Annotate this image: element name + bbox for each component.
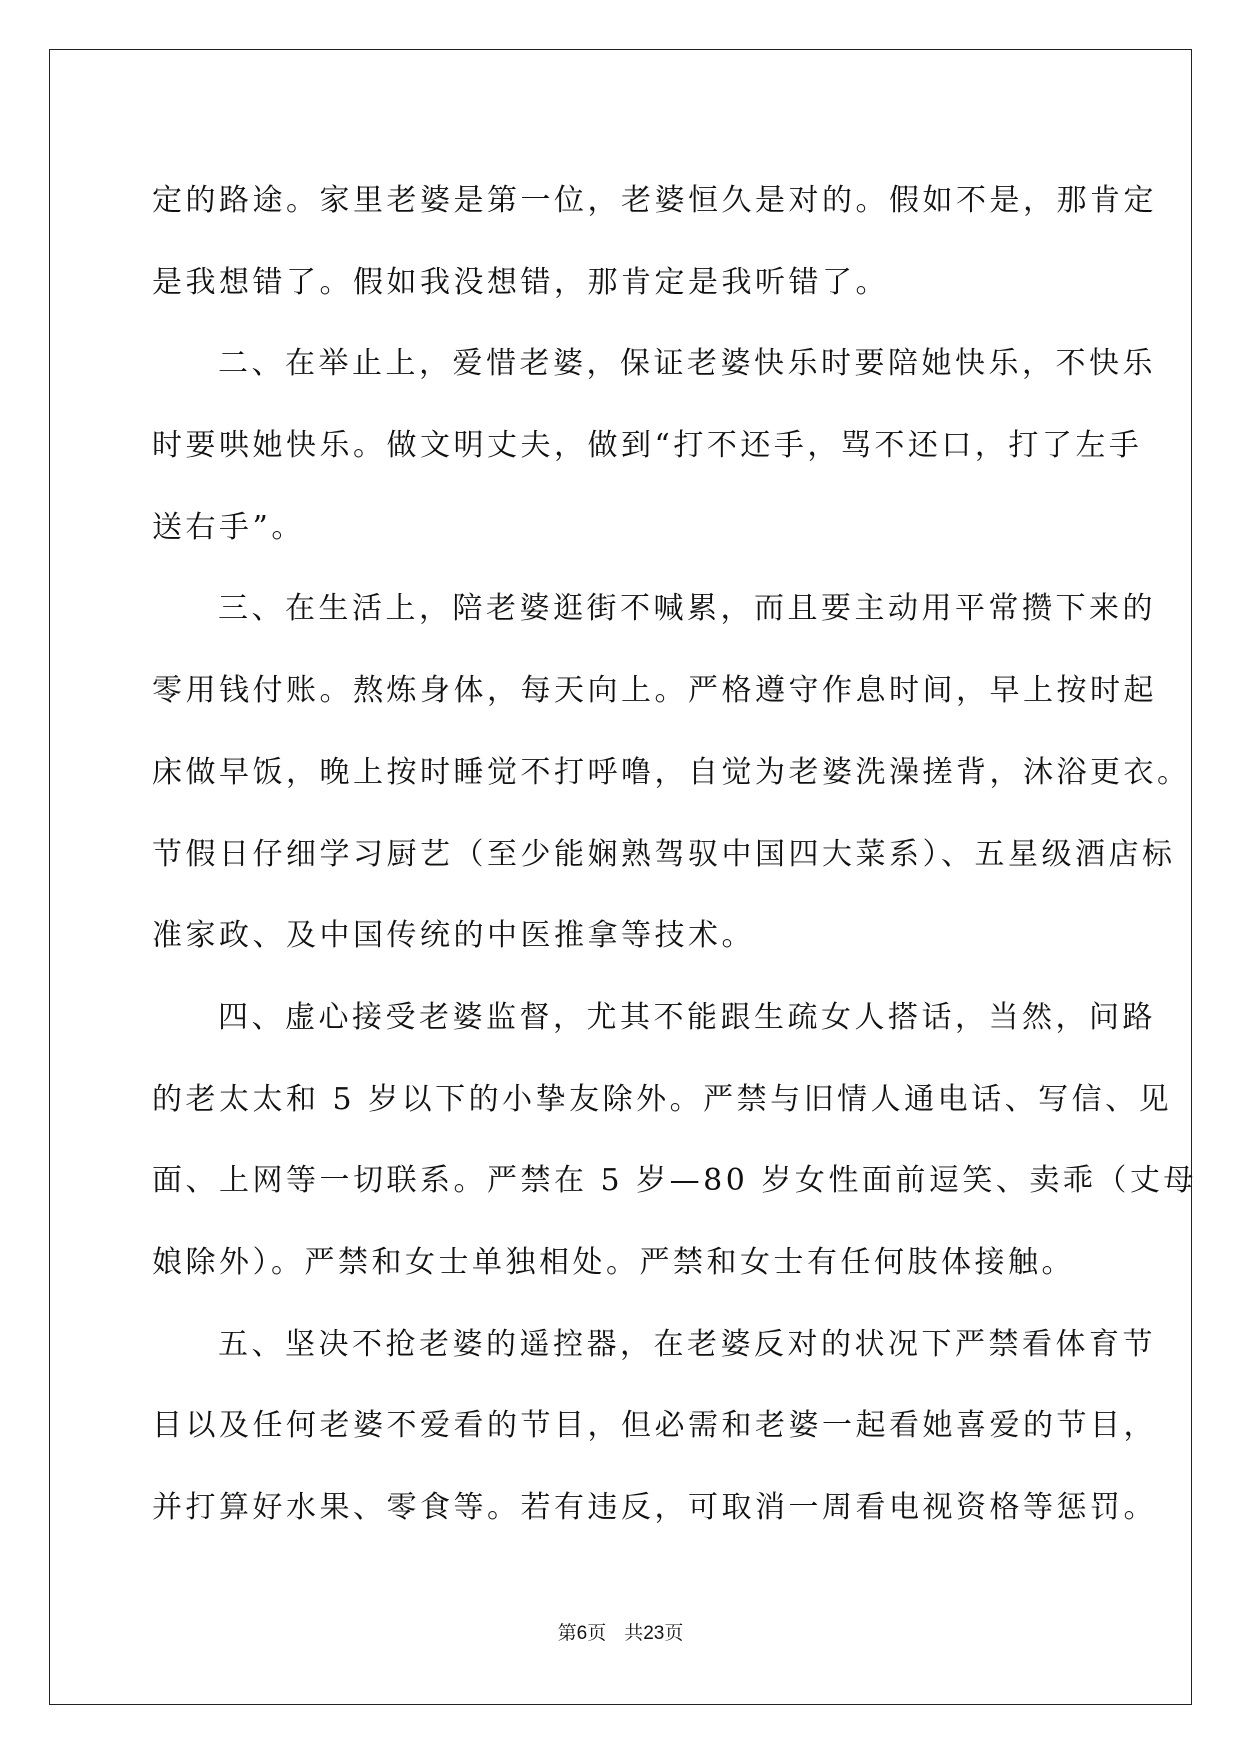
text-line: 娘除外）。严禁和女士单独相处。严禁和女士有任何肢体接触。 [152,1244,1075,1280]
text-line: 二、在举止上，爱惜老婆，保证老婆快乐时要陪她快乐，不快乐 [218,346,1156,382]
text-line: 目以及任何老婆不爱看的节目，但必需和老婆一起看她喜爱的节目， [152,1408,1157,1444]
total-prefix: 共 [624,1622,644,1644]
total-suffix: 页 [664,1622,684,1644]
text-line: 床做早饭，晚上按时睡觉不打呼噜，自觉为老婆洗澡搓背，沐浴更衣。 [152,754,1191,790]
text-line: 面、上网等一切联系。严禁在 5 岁—80 岁女性面前逗笑、卖乖（丈母 [152,1163,1197,1199]
total-pages: 23 [643,1623,665,1644]
text-line: 三、在生活上，陪老婆逛街不喊累，而且要主动用平常攒下来的 [218,591,1156,627]
text-line: 定的路途。家里老婆是第一位，老婆恒久是对的。假如不是，那肯定 [152,183,1157,218]
document-body [152,160,1197,1549]
text-line: 时要哄她快乐。做文明丈夫，做到“打不还手，骂不还口，打了左手 [152,428,1143,464]
page-footer [0,1618,1241,1645]
page-prefix: 第 [557,1622,577,1644]
text-line: 准家政、及中国传统的中医推拿等技术。 [152,918,755,954]
text-line: 送右手”。 [152,509,305,545]
text-line: 五、坚决不抢老婆的遥控器，在老婆反对的状况下严禁看体育节 [218,1326,1156,1362]
page-suffix: 页 [587,1622,607,1644]
text-line: 的老太太和 5 岁以下的小挚友除外。严禁与旧情人通电话、写信、见 [152,1081,1173,1117]
text-line: 零用钱付账。熬炼身体，每天向上。严格遵守作息时间，早上按时起 [152,673,1157,709]
text-line: 节假日仔细学习厨艺（至少能娴熟驾驭中国四大菜系）、五星级酒店标 [152,836,1176,872]
text-line: 是我想错了。假如我没想错，那肯定是我听错了。 [152,264,889,300]
text-line: 并打算好水果、零食等。若有违反，可取消一周看电视资格等惩罚。 [152,1490,1157,1525]
text-line: 四、虚心接受老婆监督，尤其不能跟生疏女人搭话，当然，问路 [218,999,1156,1035]
page-number: 6 [576,1623,588,1644]
